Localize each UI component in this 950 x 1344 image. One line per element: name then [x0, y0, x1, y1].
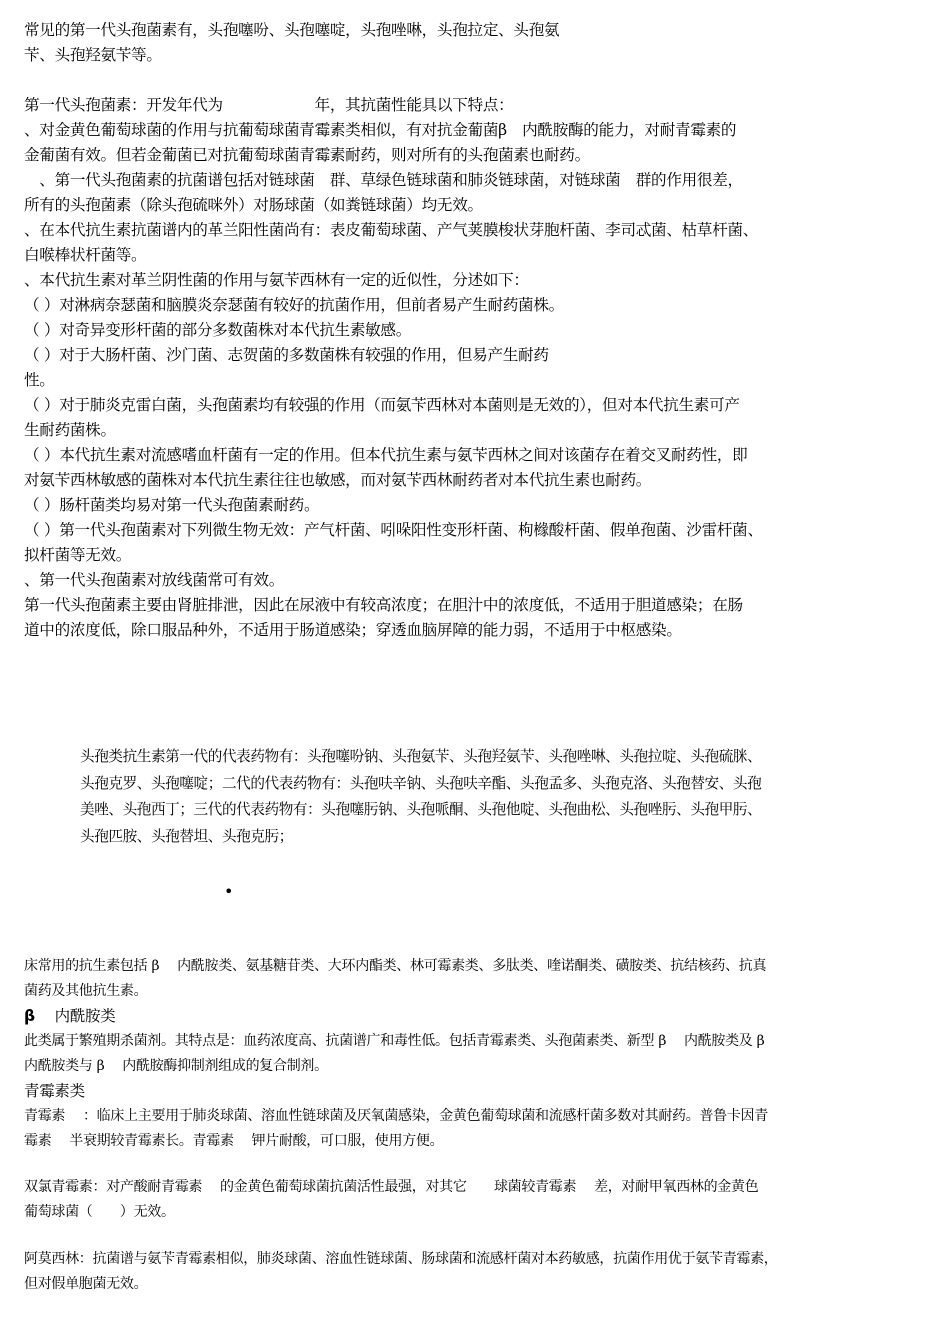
bullet-point: • [224, 882, 234, 901]
text-line: 此类属于繁殖期杀菌剂。其特点是：血药浓度高、抗菌谱广和毒性低。包括青霉素类、头孢菌素类、新型 β 内酰胺类及 β [24, 1033, 765, 1049]
text-line: （ ）对于大肠杆菌、沙门菌、志贺菌的多数菌株有较强的作用，但易产生耐药 [24, 346, 549, 364]
text-line: 生耐药菌株。 [24, 421, 116, 439]
text-line: 白喉棒状杆菌等。 [24, 246, 147, 264]
text-line: 内酰胺类与 β 内酰胺酶抑制剂组成的复合制剂。 [24, 1058, 328, 1074]
text-line: 性。 [24, 371, 55, 389]
section-common-antibiotics [24, 954, 934, 1297]
text-line: （ ）对奇异变形杆菌的部分多数菌株对本代抗生素敏感。 [24, 321, 412, 339]
heading-penicillins: 青霉素类 [24, 1082, 85, 1100]
text-line: 头孢类抗生素第一代的代表药物有：头孢噻吩钠、头孢氨苄、头孢羟氨苄、头孢唑啉、头孢拉啶、头孢硫脒、 [80, 748, 762, 765]
text-line: 拟杆菌等无效。 [24, 546, 132, 564]
text-line: 所有的头孢菌素（除头孢硫咪外）对肠球菌（如粪链球菌）均无效。 [24, 196, 483, 214]
text-line: 但对假单胞菌无效。 [24, 1276, 148, 1292]
text-line: （ ）肠杆菌类均易对第一代头孢菌素耐药。 [24, 496, 320, 514]
text-line: 青霉素 ：临床上主要用于肺炎球菌、溶血性链球菌及厌氧菌感染，金黄色葡萄球菌和流感杆菌多数对其耐药。普鲁卡因青 [24, 1108, 768, 1124]
text-line: 头孢匹胺、头孢替坦、头孢克肟； [80, 827, 293, 845]
text-line: 头孢克罗、头孢噻啶；二代的代表药物有：头孢呋辛钠、头孢呋辛酯、头孢孟多、头孢克洛、头孢替安、头孢 [80, 774, 762, 792]
text-line: 美唑、头孢西丁；三代的代表药物有：头孢噻肟钠、头孢哌酮、头孢他啶、头孢曲松、头孢唑肟、头孢甲肟、 [80, 801, 762, 818]
blank-line [24, 68, 934, 93]
text-line: 双氯青霉素：对产酸耐青霉素 的金黄色葡萄球菌抗菌活性最强，对其它 球菌较青霉素 差，对耐甲氧西林的金黄色 [24, 1179, 759, 1195]
section-first-gen-cephalosporins [24, 18, 934, 643]
text-line: 第一代头孢菌素主要由肾脏排泄，因此在尿液中有较高浓度；在胆汁中的浓度低，不适用于胆道感染；在肠 [24, 596, 743, 614]
text-line: 对氨苄西林敏感的菌株对本代抗生素往往也敏感，而对氨苄西林耐药者对本代抗生素也耐药。 [24, 471, 652, 489]
text-line: 、第一代头孢菌素的抗菌谱包括对链球菌 群、草绿色链球菌和肺炎链球菌，对链球菌 群的作用很差， [24, 171, 743, 189]
beta-symbol: β [24, 1007, 35, 1025]
heading-text: 内酰胺类 [34, 1007, 116, 1025]
heading-beta-lactams [24, 1004, 934, 1029]
text-line: 菌药及其他抗生素。 [24, 983, 148, 999]
text-line: 、对金黄色葡萄球菌的作用与抗葡萄球菌青霉素类相似，有对抗金葡菌β 内酰胺酶的能力，对耐青霉素的 [24, 121, 737, 139]
text-line: （ ）第一代头孢菌素对下列微生物无效：产气杆菌、吲哚阳性变形杆菌、枸橼酸杆菌、假单孢菌、沙雷杆菌、 [24, 521, 763, 539]
text-line: 、第一代头孢菌素对放线菌常可有效。 [24, 571, 284, 589]
text-line: 道中的浓度低，除口服品种外，不适用于肠道感染；穿透血脑屏障的能力弱，不适用于中枢感染。 [24, 621, 682, 639]
text-line: （ ）对淋病奈瑟菌和脑膜炎奈瑟菌有较好的抗菌作用，但前者易产生耐药菌株。 [24, 296, 564, 314]
text-line: 霉素 半衰期较青霉素长。青霉素 钾片耐酸，可口服，使用方便。 [24, 1133, 444, 1149]
text-line: （ ）对于肺炎克雷白菌，头孢菌素均有较强的作用（而氨苄西林对本菌则是无效的），但对本代抗生素可产 [24, 396, 740, 414]
text-line: 、本代抗生素对革兰阴性菌的作用与氨苄西林有一定的近似性，分述如下： [24, 271, 529, 289]
blank-line [24, 1225, 934, 1247]
text-line: （ ）本代抗生素对流感嗜血杆菌有一定的作用。但本代抗生素与氨苄西林之间对该菌存在着交叉耐药性，即 [24, 446, 748, 464]
text-line: 葡萄球菌（ ）无效。 [24, 1204, 175, 1220]
text-line: 阿莫西林：抗菌谱与氨苄青霉素相似，肺炎球菌、溶血性链球菌、肠球菌和流感杆菌对本药敏感，抗菌作用优于氨苄青霉素， [24, 1251, 778, 1267]
text-line: 苄、头孢羟氨苄等。 [24, 46, 162, 64]
text-line: 床常用的抗生素包括 β 内酰胺类、氨基糖苷类、大环内酯类、林可霉素类、多肽类、喹诺酮类、磺胺类、抗结核药、抗真 [24, 958, 767, 974]
section-representative-drugs [80, 744, 930, 850]
text-line: 、在本代抗生素抗菌谱内的革兰阳性菌尚有：表皮葡萄球菌、产气荚膜梭状芽胞杆菌、李司忒菌、枯草杆菌、 [24, 221, 759, 239]
blank-line [24, 1154, 934, 1175]
text-line: 常见的第一代头孢菌素有，头孢噻吩、头孢噻啶，头孢唑啉，头孢拉定、头孢氨 [24, 21, 560, 39]
text-line: 金葡菌有效。但若金葡菌已对抗葡萄球菌青霉素耐药，则对所有的头孢菌素也耐药。 [24, 146, 590, 164]
text-line: 第一代头孢菌素：开发年代为 年，其抗菌性能具以下特点： [24, 96, 514, 114]
